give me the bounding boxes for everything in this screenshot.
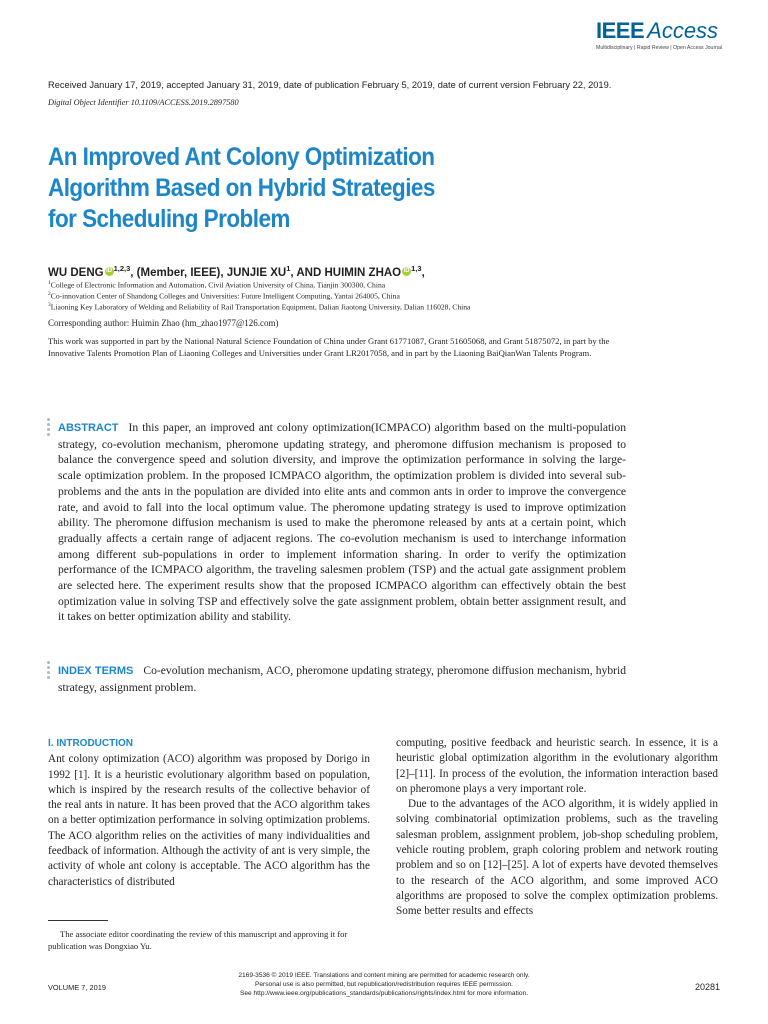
affiliation-number: 1 xyxy=(48,280,51,286)
abstract-dots-icon xyxy=(47,418,50,438)
logo-access-text: Access xyxy=(647,18,719,43)
author-affil-sup: 1 xyxy=(286,264,291,273)
index-terms-text: Co-evolution mechanism, ACO, pheromone updating strategy, pheromone diffusion mechanism, hybrid strategy, assignment problem. xyxy=(58,664,626,694)
copyright-line: 2169-3536 © 2019 IEEE. Translations and content mining are permitted for academic research only. xyxy=(238,972,530,979)
affiliation-number: 2 xyxy=(48,291,51,297)
received-dates: Received January 17, 2019, accepted January 31, 2019, date of publication February 5, 2019, date of current version February 22, 2019. xyxy=(48,80,612,90)
copyright-notice xyxy=(150,971,618,998)
author-name: , (Member, IEEE), JUNJIE XU xyxy=(130,266,287,279)
affiliation xyxy=(48,291,400,301)
affiliation xyxy=(48,302,470,312)
logo-ieee-text: IEEE xyxy=(596,18,645,43)
right-column xyxy=(396,736,718,920)
copyright-line[interactable]: See http://www.ieee.org/publications_standards/publications/rights/index.html for more information. xyxy=(239,990,529,997)
editor-footnote: The associate editor coordinating the review of this manuscript and approving it for publication was Dongxiao Yu. xyxy=(48,929,348,951)
title-line: An Improved Ant Colony Optimization xyxy=(48,143,435,171)
footnote-divider xyxy=(48,920,108,921)
doi-line: Digital Object Identifier 10.1109/ACCESS.2019.2897580 xyxy=(48,98,239,107)
affiliation xyxy=(48,280,385,290)
body-paragraph: Due to the advantages of the ACO algorithm, it is widely applied in solving combinatorial optimization problems, such as the traveling salesman problem, assignment problem, job-shop scheduling problem, vehicle routing problem, graph coloring problem and network routing problem and so on [12]–[25]. A lot of experts have devoted themselves to the research of the ACO algorithm, and some improved ACO algorithms are proposed to solve the complex optimization problems. Some better results and effects xyxy=(396,798,718,918)
title-line: Algorithm Based on Hybrid Strategies xyxy=(48,174,435,202)
author-name: , AND HUIMIN ZHAO xyxy=(290,266,402,279)
title-line: for Scheduling Problem xyxy=(48,205,290,233)
logo-tagline: Multidisciplinary | Rapid Review | Open Access Journal xyxy=(596,45,723,51)
copyright-line: Personal use is also permitted, but republication/redistribution requires IEEE permission. xyxy=(254,981,514,988)
left-column xyxy=(48,736,370,890)
author-list-end: , xyxy=(421,266,425,279)
abstract-label: ABSTRACT xyxy=(58,422,119,434)
author-affil-sup: 1,2,3 xyxy=(113,264,131,273)
abstract-text: In this paper, an improved ant colony optimization(ICMPACO) algorithm based on the multi-population strategy, co-evolution mechanism, pheromone updating strategy, and pheromone diffusion mechanism is proposed to balance the convergence speed and solution diversity, and improve the optimization performance in solving the large-scale optimization problem. In the proposed ICMPACO algorithm, the optimization problem is divided into several sub-problems and the ants in the population are divided into elite ants and common ants in order to improve the convergence rate, and avoid to fall into the local optimum value. The pheromone updating strategy is used to improve optimization ability. The pheromone diffusion mechanism is used to make the pheromone released by ants at a certain point, which gradually affects a certain range of adjacent regions. The co-evolution mechanism is used to interchange information among different sub-populations in order to implement information sharing. In order to verify the optimization performance of the ICMPACO algorithm, the traveling salesmen problem (TSP) and the actual gate assignment problem are selected here. The experiment results show that the proposed ICMPACO algorithm can effectively obtain the best optimization value in solving TSP and effectively solve the gate assignment problem, obtain better assignment result, and it takes on better optimization ability and stability. xyxy=(58,421,626,624)
section-heading: I. INTRODUCTION xyxy=(48,738,133,749)
affiliation-text: Co-innovation Center of Shandong Colleges and Universities: Future Intelligent Computing, Yantai 264005, China xyxy=(50,291,400,301)
author-name: WU DENG xyxy=(48,266,104,279)
corresponding-author: Corresponding author: Huimin Zhao (hm_zhao1977@126.com) xyxy=(48,318,279,328)
orcid-icon[interactable]: iD xyxy=(403,267,410,274)
journal-logo xyxy=(596,18,723,56)
funding-statement: This work was supported in part by the National Natural Science Foundation of China under Grant 61771087, Grant 51605068, and Grant 51875072, in part by the Innovative Talents Promotion Plan of Liaoning Colleges and Universities under Grant LR2017058, and in part by the Liaoning BaiQianWan Talents Program. xyxy=(48,336,610,358)
orcid-icon[interactable]: iD xyxy=(106,267,113,274)
affiliation-text: Liaoning Key Laboratory of Welding and Reliability of Rail Transportation Equipment, Dalian Jiaotong University, Dalian 116028, China xyxy=(50,302,471,312)
affiliation-number: 3 xyxy=(48,302,51,308)
index-terms-label: INDEX TERMS xyxy=(58,665,134,677)
author-affil-sup: 1,3 xyxy=(411,264,422,273)
page-number: 20281 xyxy=(694,982,720,992)
volume-label: VOLUME 7, 2019 xyxy=(48,983,106,992)
paper-title xyxy=(48,142,552,235)
body-paragraph: computing, positive feedback and heuristic search. In essence, it is a heuristic global optimization algorithm in the evolutionary algorithm [2]–[11]. In process of the evolution, the information interaction based on pheromone plays a very important role. xyxy=(396,737,718,795)
affiliation-text: College of Electronic Information and Automation, Civil Aviation University of China, Tianjin 300300, China xyxy=(50,280,386,290)
abstract xyxy=(58,420,626,625)
author-list xyxy=(48,264,425,279)
body-paragraph: Ant colony optimization (ACO) algorithm was proposed by Dorigo in 1992 [1]. It is a heuristic evolutionary algorithm based on population, which is inspired by the research results of the collective behavior of the real ants in nature. It has been proved that the ACO algorithm takes on a better optimization performance in solving optimization problems. The ACO algorithm relies on the activities of many individualities and feedback of information. Although the activity of ant is very simple, the activity of whole ant colony is acceptable. The ACO algorithm has the characteristics of distributed xyxy=(48,753,370,888)
index-dots-icon xyxy=(47,661,50,681)
index-terms xyxy=(58,663,626,695)
